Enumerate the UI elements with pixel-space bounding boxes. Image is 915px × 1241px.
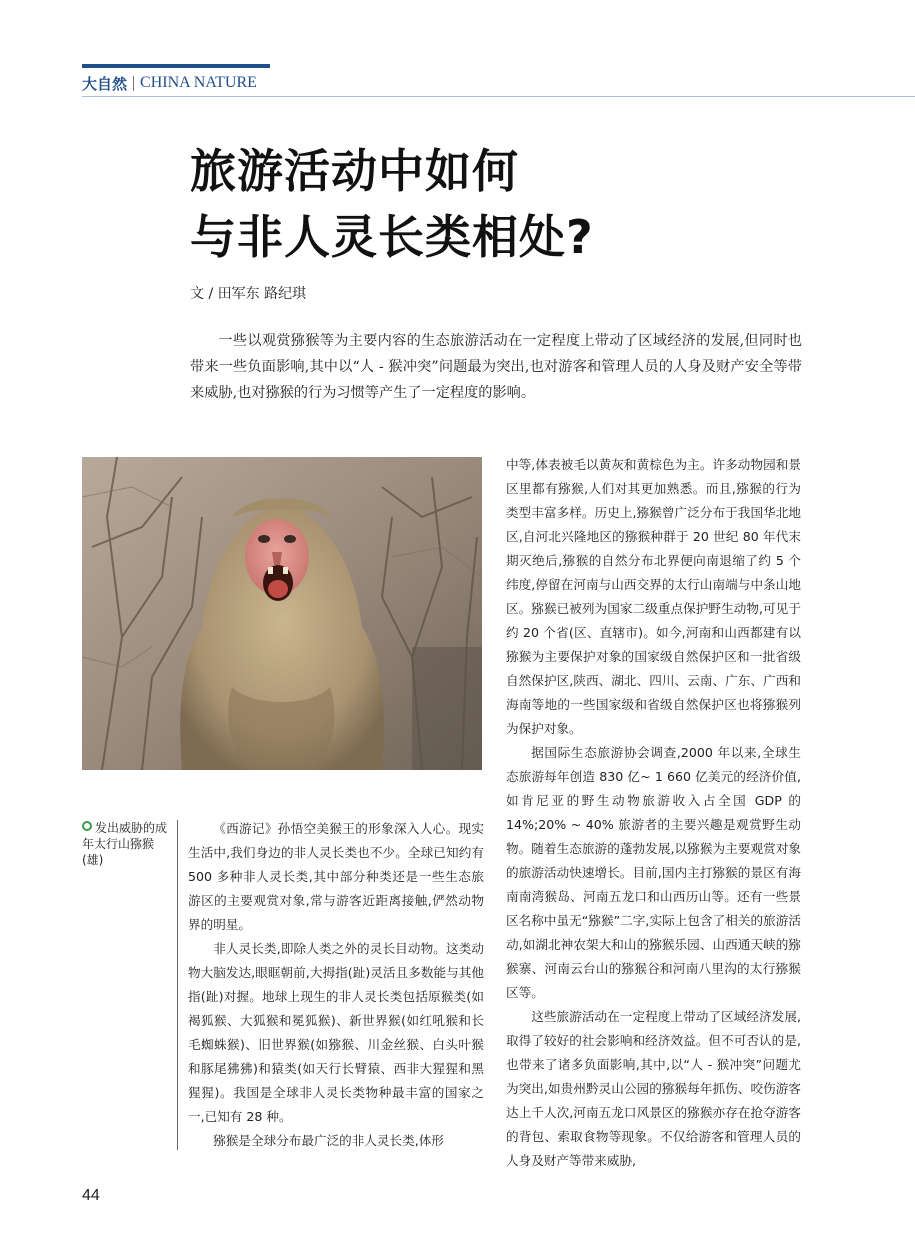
article-title bbox=[190, 138, 594, 270]
header-divider bbox=[133, 76, 134, 91]
caption-text: 发出威胁的成年太行山猕猴(雄) bbox=[82, 821, 168, 867]
caption-divider bbox=[177, 820, 178, 1150]
body-column-right bbox=[506, 453, 801, 1173]
page-number: 44 bbox=[82, 1187, 100, 1204]
header-rule bbox=[82, 96, 915, 97]
title-line-1: 旅游活动中如何 bbox=[190, 144, 519, 198]
paragraph: 中等,体表被毛以黄灰和黄棕色为主。许多动物园和景区里都有猕猴,人们对其更加熟悉。而且,猕猴的行为类型丰富多样。历史上,猕猴曾广泛分布于我国华北地区,自河北兴隆地区的猕猴种群于 20 世纪 80 年代末期灭绝后,猕猴的自然分布北界便向南退缩了约 5 个纬度,停留在河南与山西交界的太行山南端与中条山地区。猕猴已被列为国家二级重点保护野生动物,可见于约 20 个省(区、直辖市)。如今,河南和山西都建有以猕猴为主要保护对象的国家级自然保护区和一批省级自然保护区,陕西、湖北、四川、云南、广东、广西和海南等地的一些国家级和省级自然保护区也将猕猴列为保护对象。 bbox=[506, 457, 801, 736]
paragraph: 据国际生态旅游协会调查,2000 年以来,全球生态旅游每年创造 830 亿~ 1 660 亿美元的经济价值,如肯尼亚的野生动物旅游收入占全国 GDP 的 14%;20% ~ 40% 旅游者的主要兴趣是观赏野生动物。随着生态旅游的蓬勃发展,以猕猴为主要观赏对象的旅游活动快速增长。目前,国内主打猕猴的景区有海南南湾猴岛、河南五龙口和山西历山等。还有一些景区名称中虽无“猕猴”二字,实际上包含了相关的旅游活动,如湖北神农架大和山的猕猴乐园、山西通天峡的猕猴寨、河南云台山的猕猴谷和河南八里沟的太行猕猴区等。 bbox=[506, 745, 801, 1000]
section-name-cn: 大自然 bbox=[82, 74, 128, 93]
paragraph: 非人灵长类,即除人类之外的灵长目动物。这类动物大脑发达,眼眶朝前,大拇指(趾)灵活且多数能与其他指(趾)对握。地球上现生的非人灵长类包括原猴类(如褐狐猴、大狐猴和冕狐猴)、新世界猴(如红吼猴和长毛蜘蛛猴)、旧世界猴(如猕猴、川金丝猴、白头叶猴和豚尾狒狒)和猿类(如天行长臂猿、西非大猩猩和黑猩猩)。我国是全球非人灵长类物种最丰富的国家之一,已知有 28 种。 bbox=[188, 941, 484, 1124]
bullet-icon bbox=[82, 821, 92, 831]
title-line-2: 与非人灵长类相处? bbox=[190, 210, 594, 264]
article-byline: 文 / 田军东 路纪琪 bbox=[190, 286, 307, 302]
article-intro: 一些以观赏猕猴等为主要内容的生态旅游活动在一定程度上带动了区域经济的发展,但同时也带来一些负面影响,其中以“人 - 猴冲突”问题最为突出,也对游客和管理人员的人身及财产安全等带来威胁,也对猕猴的行为习惯等产生了一定程度的影响。 bbox=[190, 333, 802, 401]
paragraph: 猕猴是全球分布最广泛的非人灵长类,体形 bbox=[213, 1133, 444, 1148]
paragraph: 《西游记》孙悟空美猴王的形象深入人心。现实生活中,我们身边的非人灵长类也不少。全球已知约有 500 多种非人灵长类,其中部分种类还是一些生态旅游区的主要观赏对象,常与游客近距离接触,俨然动物界的明星。 bbox=[188, 821, 484, 932]
section-name-en: CHINA NATURE bbox=[140, 74, 257, 91]
header-accent-bar bbox=[82, 64, 270, 68]
photo-caption bbox=[82, 820, 170, 868]
body-column-left bbox=[188, 817, 484, 1153]
paragraph: 这些旅游活动在一定程度上带动了区域经济发展,取得了较好的社会影响和经济效益。但不可否认的是,也带来了诸多负面影响,其中,以“人 - 猴冲突”问题尤为突出,如贵州黔灵山公园的猕猴每年抓伤、咬伤游客达上千人次,河南五龙口风景区的猕猴亦存在抢夺游客的背包、索取食物等现象。不仅给游客和管理人员的人身及财产等带来威胁, bbox=[506, 1009, 801, 1168]
macaque-photo bbox=[82, 457, 482, 770]
section-header bbox=[82, 72, 257, 94]
